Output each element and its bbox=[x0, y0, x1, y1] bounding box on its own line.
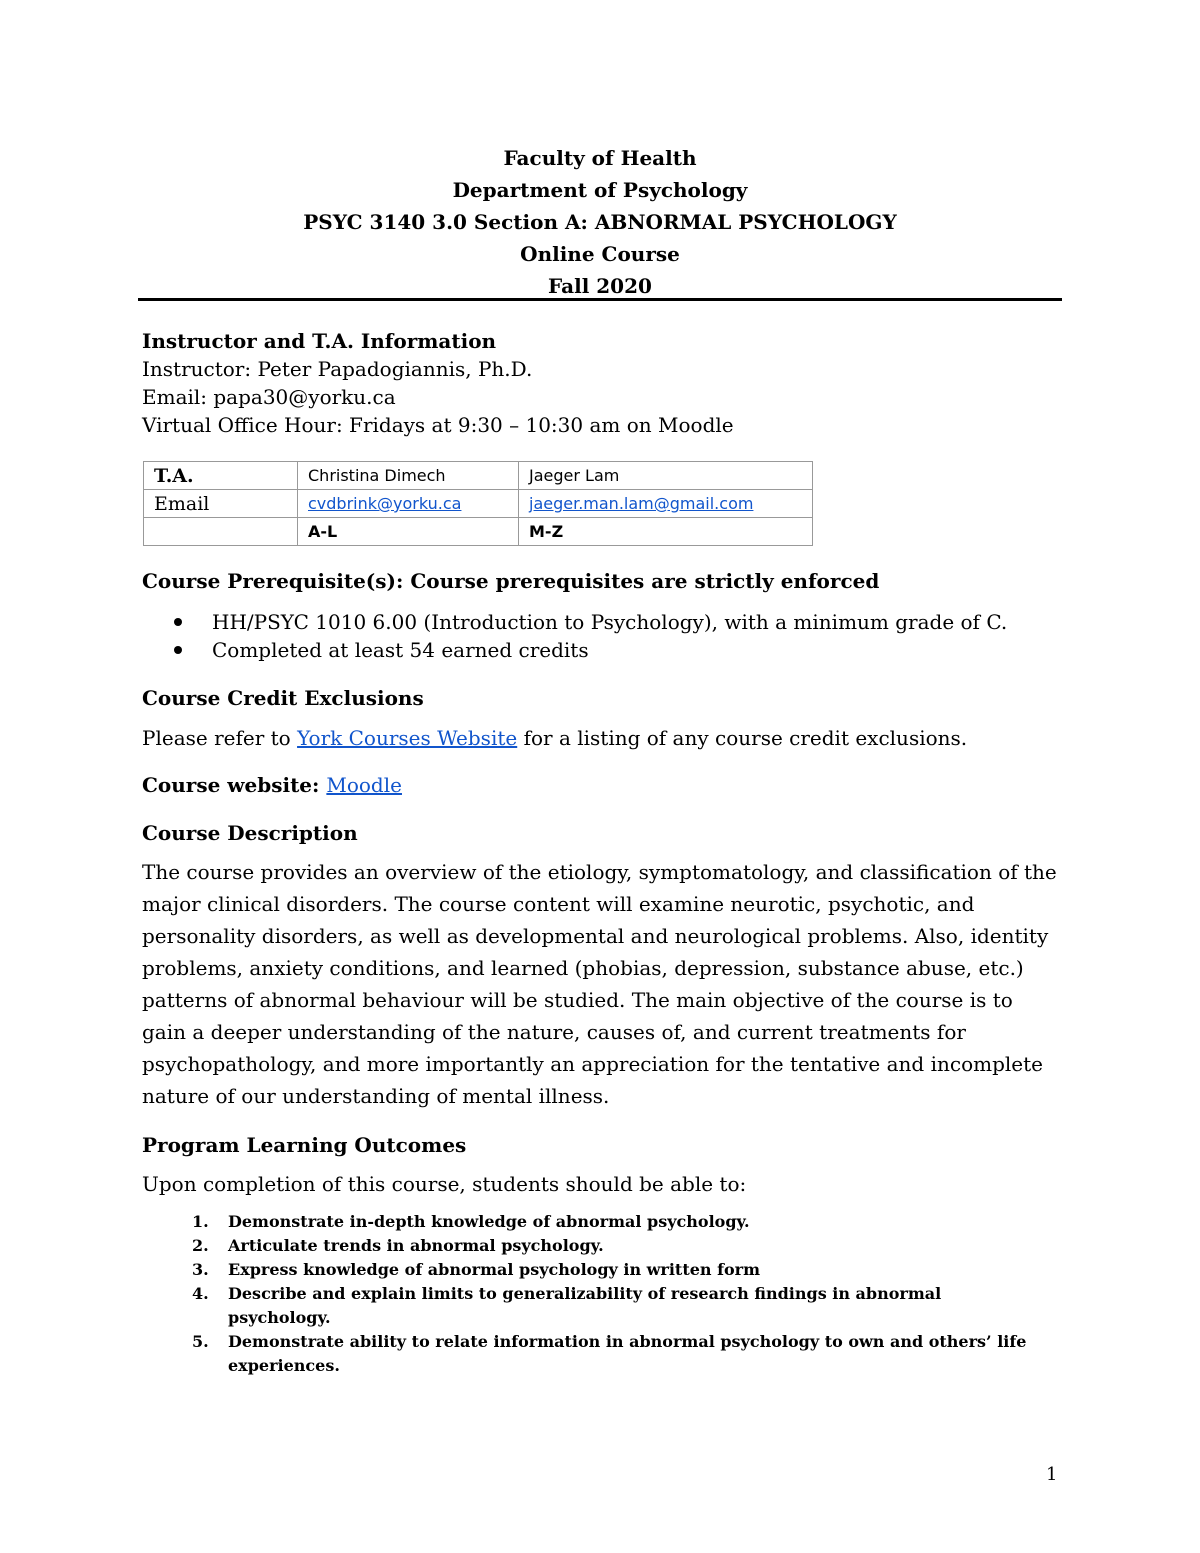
exclusions-text bbox=[142, 724, 967, 752]
ta-email-link-1[interactable]: cvdbrink@yorku.ca bbox=[298, 490, 519, 518]
outcomes-heading: Program Learning Outcomes bbox=[142, 1133, 467, 1157]
outcomes-intro-block bbox=[142, 1170, 746, 1198]
outcome-text: Demonstrate in-depth knowledge of abnormal psychology. bbox=[228, 1212, 750, 1231]
course-term: Fall 2020 bbox=[548, 274, 652, 298]
range-label bbox=[144, 518, 298, 546]
description-text: The course provides an overview of the etiology, symptomatology, and classification of the major clinical disorders. The course content will examine neurotic, psychotic, and personality disorders, as well as developmental and neurological problems. Also, identity problems, anxiety conditions, and learned (phobias, depression, substance abuse, etc.) patterns of abnormal behaviour will be studied. The main objective of the course is to gain a deeper understanding of the nature, causes of, and current treatments for psychopathology, and more importantly an appreciation for the tentative and incomplete nature of our understanding of mental illness. bbox=[142, 860, 1057, 1108]
outcomes-intro: Upon completion of this course, students should be able to: bbox=[142, 1172, 747, 1196]
instructor-office-hour: Virtual Office Hour: Fridays at 9:30 – 10:30 am on Moodle bbox=[142, 413, 734, 437]
website-section bbox=[142, 771, 402, 799]
instructor-email: Email: papa30@yorku.ca bbox=[142, 385, 396, 409]
description-heading: Course Description bbox=[142, 821, 358, 845]
faculty-title: Faculty of Health bbox=[503, 146, 697, 170]
outcome-number: 1. bbox=[192, 1212, 209, 1231]
outcome-text: Describe and explain limits to generalizability of research findings in abnormal psychology. bbox=[228, 1284, 942, 1327]
instructor-heading: Instructor and T.A. Information bbox=[142, 329, 497, 353]
instructor-name: Instructor: Peter Papadogiannis, Ph.D. bbox=[142, 357, 533, 381]
website-label: Course website: bbox=[142, 773, 327, 797]
outcome-text: Articulate trends in abnormal psychology. bbox=[228, 1236, 604, 1255]
outcomes-section bbox=[142, 1131, 466, 1159]
list-item bbox=[142, 1258, 1042, 1282]
prerequisite-text: Completed at least 54 earned credits bbox=[212, 638, 589, 662]
list-item bbox=[142, 1330, 1042, 1378]
list-item bbox=[142, 1234, 1042, 1258]
outcome-text: Express knowledge of abnormal psychology in written form bbox=[228, 1260, 761, 1279]
ta-name-2: Jaeger Lam bbox=[519, 462, 813, 490]
prerequisites-list bbox=[142, 608, 1007, 664]
outcome-number: 2. bbox=[192, 1236, 209, 1255]
exclusions-section bbox=[142, 684, 424, 712]
list-item bbox=[142, 1210, 1042, 1234]
ta-range-2: M-Z bbox=[519, 518, 813, 546]
course-title: PSYC 3140 3.0 Section A: ABNORMAL PSYCHOLOGY bbox=[303, 210, 897, 234]
department-title: Department of Psychology bbox=[452, 178, 748, 202]
moodle-link[interactable]: Moodle bbox=[326, 773, 402, 797]
email-label: Email bbox=[144, 490, 298, 518]
prerequisite-text: HH/PSYC 1010 6.00 (Introduction to Psychology), with a minimum grade of C. bbox=[212, 610, 1008, 634]
exclusions-heading: Course Credit Exclusions bbox=[142, 686, 424, 710]
course-mode: Online Course bbox=[520, 242, 680, 266]
table-row bbox=[144, 518, 813, 546]
outcome-number: 5. bbox=[192, 1332, 209, 1351]
bullet-icon bbox=[174, 618, 182, 626]
document-header bbox=[138, 142, 1062, 302]
ta-email-link-2[interactable]: jaeger.man.lam@gmail.com bbox=[519, 490, 813, 518]
outcome-number: 4. bbox=[192, 1284, 209, 1303]
page-number: 1 bbox=[1046, 1464, 1058, 1485]
table-row bbox=[144, 462, 813, 490]
list-item bbox=[142, 1282, 1042, 1330]
ta-range-1: A-L bbox=[298, 518, 519, 546]
header-rule bbox=[138, 298, 1062, 301]
ta-table bbox=[143, 461, 813, 546]
outcome-number: 3. bbox=[192, 1260, 209, 1279]
bullet-icon bbox=[174, 646, 182, 654]
outcome-text: Demonstrate ability to relate information in abnormal psychology to own and others’ life experiences. bbox=[228, 1332, 1027, 1375]
prerequisites-heading: Course Prerequisite(s): Course prerequisites are strictly enforced bbox=[142, 569, 880, 593]
instructor-section bbox=[142, 327, 734, 439]
list-item bbox=[142, 608, 1007, 636]
prerequisites-section bbox=[142, 567, 879, 595]
outcomes-list bbox=[142, 1210, 1042, 1378]
ta-label: T.A. bbox=[144, 462, 298, 490]
exclusions-text-before: Please refer to bbox=[142, 726, 298, 750]
exclusions-text-after: for a listing of any course credit exclusions. bbox=[517, 726, 968, 750]
list-item bbox=[142, 636, 1007, 664]
york-courses-link[interactable]: York Courses Website bbox=[297, 726, 518, 750]
table-row bbox=[144, 490, 813, 518]
description-section bbox=[142, 819, 358, 847]
ta-name-1: Christina Dimech bbox=[298, 462, 519, 490]
